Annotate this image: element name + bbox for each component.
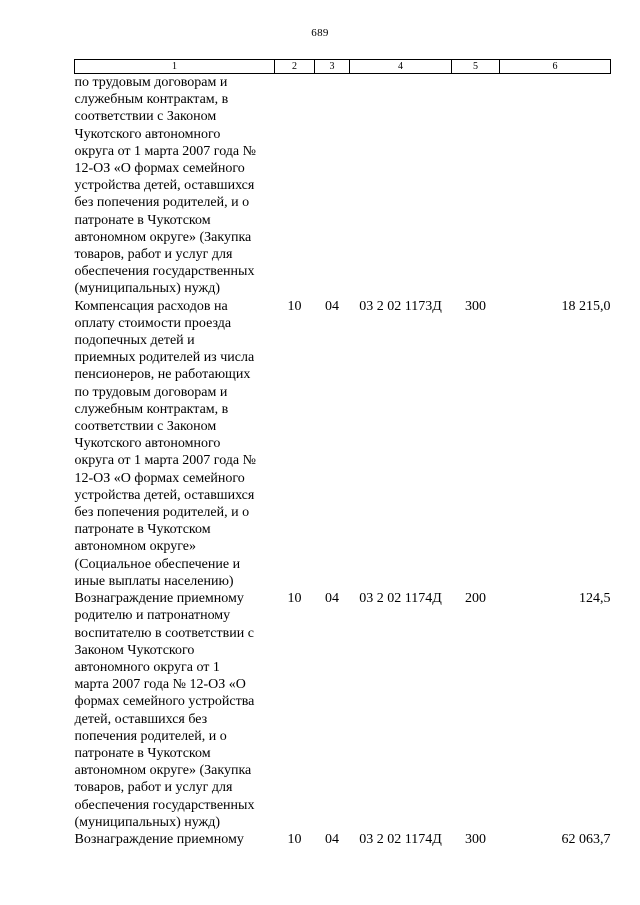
row-subsection: 04	[325, 831, 339, 847]
row-subsection	[315, 74, 350, 298]
header-col-2: 2	[275, 60, 315, 74]
row-amount: 124,5	[579, 591, 611, 607]
row-section: 10	[287, 831, 302, 847]
row-expense-type: 200	[465, 591, 486, 607]
row-section: 10	[287, 298, 302, 314]
row-description: Вознаграждение приемному родителю и патронатному воспитателю в соответствии с Законом Чукотского автономного округа от 1 марта 2007 года № 12-ОЗ «О формах семейного устройства детей, оставшихся без попечения родителей, и о патронате в Чукотском автономном округе» (Закупка товаров, работ и услуг для обеспечения государственных (муниципальных) нужд)	[74, 591, 255, 830]
row-expense-type: 300	[465, 298, 486, 314]
row-description: Вознаграждение приемному	[74, 831, 244, 847]
row-amount	[500, 74, 611, 298]
row-amount: 62 063,7	[561, 831, 611, 847]
header-col-3: 3	[315, 60, 350, 74]
row-expense-type	[452, 74, 500, 298]
budget-table	[74, 59, 611, 848]
table-row	[75, 590, 611, 831]
header-col-1: 1	[75, 60, 275, 74]
row-subsection: 04	[325, 298, 339, 314]
row-section: 10	[287, 591, 302, 607]
table-row	[75, 74, 611, 298]
row-target-article: 03 2 02 1174Д	[359, 831, 442, 847]
row-amount: 18 215,0	[561, 298, 611, 314]
table-row	[75, 831, 611, 848]
row-target-article	[350, 74, 452, 298]
row-description: Компенсация расходов на оплату стоимости проезда подопечных детей и приемных родителей из числа пенсионеров, не работающих по трудовым договорам и служебным контрактам, в соответствии с Законом Чукотского автономного округа от 1 марта 2007 года № 12-ОЗ «О формах семейного устройства детей, оставшихся без попечения родителей, и о патронате в Чукотском автономном округе» (Социальное обеспечение и иные выплаты населению)	[74, 298, 256, 589]
header-col-6: 6	[500, 60, 611, 74]
row-subsection: 04	[325, 591, 339, 607]
row-target-article: 03 2 02 1173Д	[359, 298, 442, 314]
table-row	[75, 298, 611, 590]
page-number: 689	[311, 27, 329, 39]
row-description: по трудовым договорам и служебным контрактам, в соответствии с Законом Чукотского автономного округа от 1 марта 2007 года № 12-ОЗ «О формах семейного устройства детей, оставшихся без попечения родителей, и о патронате в Чукотском автономном округе» (Закупка товаров, работ и услуг для обеспечения государственных (муниципальных) нужд)	[74, 75, 256, 297]
table-header-row	[75, 60, 611, 74]
header-col-4: 4	[350, 60, 452, 74]
row-expense-type: 300	[465, 831, 486, 847]
header-col-5: 5	[452, 60, 500, 74]
row-target-article: 03 2 02 1174Д	[359, 591, 442, 607]
row-section	[275, 74, 315, 298]
